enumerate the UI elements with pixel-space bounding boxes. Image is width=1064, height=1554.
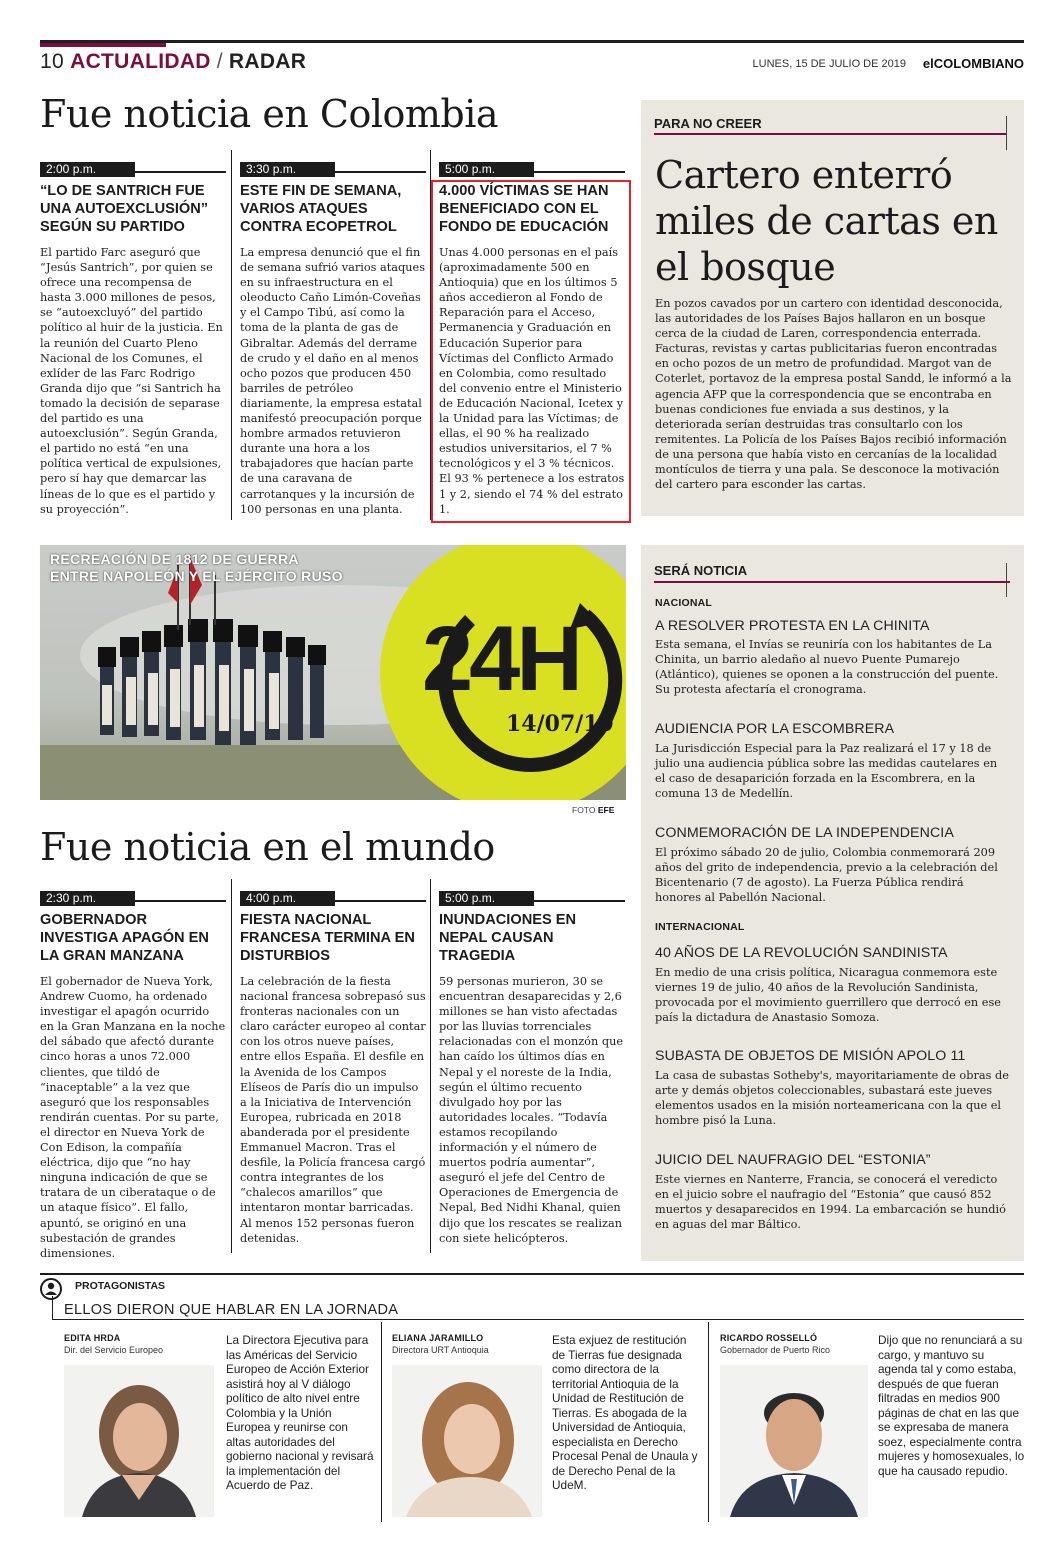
lead-photo [40, 545, 626, 800]
time-label: 5:00 p.m. [439, 891, 534, 906]
protagonist-role: Dir. del Servicio Europeo [64, 1345, 164, 1355]
column-divider [231, 150, 232, 520]
kicker-rule [654, 581, 1010, 583]
item-headline: FIESTA NACIONAL FRANCESA TERMINA EN DISTURBIOS [240, 912, 415, 964]
news-title: 40 AÑOS DE LA REVOLUCIÓN SANDINISTA [655, 945, 948, 961]
section-label [40, 50, 306, 74]
mundo-title: Fue noticia en el mundo [40, 825, 495, 869]
item-headline: ESTE FIN DE SEMANA, VARIOS ATAQUES CONTRA ECOPETROL [240, 183, 402, 235]
item-body: La empresa denunció que el fin de semana sufrió varios ataques en su infraestructura en el oleoducto Caño Limón-Coveñas y el Campo Tibú, así como la toma de la planta de gas de Gibraltar. Además del derrame de crudo y el daño en al menos ocho pozos que producen 450 barriles de petróleo diariamente, la empresa estatal manifestó preocupación porque hombre armados retuvieron durante una hora a los trabajadores que hacían parte de una caravana de carrotanques y la incursión de 100 personas en una planta. [240, 246, 426, 516]
internacional-label: INTERNACIONAL [655, 921, 745, 933]
mundo-item-3 [439, 887, 625, 1246]
protagonist-text: Esta exjuez de restitución de Tierras fue designada como directora de la territorial Antioquia de la Unidad de Restitución de Tierras. Es abogada de la Universidad de Antioquia, especialista en Derecho Procesal Penal de Unaula y de Derecho Penal de la UdeM. [552, 1333, 698, 1492]
protagonist-1 [64, 1333, 374, 1492]
news-title: CONMEMORACIÓN DE LA INDEPENDENCIA [655, 825, 954, 841]
panel-kicker: PARA NO CREER [654, 116, 762, 131]
colombia-item-1 [40, 158, 226, 517]
protagonistas-underline [52, 1319, 1024, 1320]
time-bar [240, 158, 426, 176]
brand-logo: elCOLOMBIANO [922, 56, 1024, 71]
protagonist-text: La Directora Ejecutiva para las Américas del Servicio Europeo de Acción Exterior asistirá hoy al V diálogo político de alto nivel entre Colombia y la Unión Europea y reunirse con altas autoridades del gobierno nacional y revisará la implementación del Acuerdo de Paz. [226, 1333, 374, 1492]
protagonist-name: RICARDO ROSSELLÓ [720, 1333, 818, 1343]
time-bar [439, 887, 625, 905]
item-body: El gobernador de Nueva York, Andrew Cuomo, ha ordenado investigar el apagón ocurrido en la Gran Manzana en la noche del sábado que afectó durante cinco horas a unos 72.000 clientes, que tildó de “inaceptable” a la vez que aseguró que los responsables rendirán cuentas. Por su parte, el director en Nueva York de Con Edison, la compañía eléctrica, dijo que “no hay ninguna indicación de que se tratara de un ciberataque o de un ataque físico”. El fallo, apuntó, se originó en una subestación de grandes dimensiones. [40, 975, 226, 1260]
item-body: La celebración de la fiesta nacional francesa sobrepasó sus fronteras nacionales con un claro carácter europeo al contar con los otros nueve países, entre ellos España. El desfile en la Avenida de los Campos Elíseos de París dio un impulso a la Iniciativa de Intervención Europea, rubricada en 2018 abanderada por el presidente Emmanuel Macron. Tras el desfile, la Policía francesa cargó contra integrantes de los “chalecos amarillos” que intentaron montar barricadas. Al menos 152 personas fueron detenidas. [240, 975, 426, 1245]
time-label: 4:00 p.m. [240, 891, 335, 906]
news-title: JUICIO DEL NAUFRAGIO DEL “ESTONIA” [655, 1152, 931, 1168]
protagonist-name: ELIANA JARAMILLO [392, 1333, 484, 1343]
news-body: El próximo sábado 20 de julio, Colombia conmemorará 209 años del grito de independencia, previo a la celebración del Bicentenario (7 de agosto). La Fuerza Pública rendirá honores al Pabellón Nacional. [655, 846, 998, 905]
time-bar [40, 887, 226, 905]
column-divider [231, 879, 232, 1253]
badge-24h: 24H [422, 608, 579, 710]
portrait-ricardo-rossello [720, 1365, 868, 1517]
news-title: SUBASTA DE OBJETOS DE MISIÓN APOLO 11 [655, 1048, 966, 1064]
protagonistas-kicker: PROTAGONISTAS [75, 1280, 166, 1292]
news-body: La Jurisdicción Especial para la Paz realizará el 17 y 18 de julio una audiencia pública sobre las medidas cautelares en el caso de desaparición forzada en la Escombrera, en la comuna 13 de Medellín. [655, 742, 998, 801]
news-body: Este viernes en Nanterre, Francia, se conocerá el veredicto en el juicio sobre el naufragio del “Estonia” que causó 852 muertos y desaparecidos en 1994. La embarcación se hundió en aguas del mar Báltico. [655, 1173, 1006, 1232]
panel-body: En pozos cavados por un cartero con identidad desconocida, las autoridades de los Países Bajos hallaron en un bosque cerca de la ciudad de Laren, correspondencia enterrada. Facturas, revistas y cartas publicitarias fueron encontradas en ocho pozos de un metro de profundidad. Margot van de Coterlet, portavoz de la empresa postal Sandd, le informó a la agencia AFP que la correspondencia que se encontraba en buenas condiciones fue enviada a sus destinos, y la deteriorada serían destruidas tras consultarlo con los remitentes. La Policía de los Países Bajos recibió información de una persona que había visto en cercanías de la localidad montículos de tierra y una pala. Se desconoce la motivación del cartero para esconder las cartas. [655, 297, 1012, 492]
protagonistas-vertical-rule [52, 1296, 53, 1320]
time-label: 3:30 p.m. [240, 162, 335, 177]
protagonistas-subtitle: ELLOS DIERON QUE HABLAR EN LA JORNADA [64, 1302, 399, 1318]
top-rule [40, 40, 1024, 43]
panel-kicker: SERÁ NOTICIA [654, 563, 748, 578]
item-headline: “LO DE SANTRICH FUE UNA AUTOEXCLUSIÓN” SEGÚN SU PARTIDO [40, 183, 209, 235]
time-label: 2:00 p.m. [40, 162, 135, 177]
photo-credit [572, 805, 614, 815]
time-bar [439, 158, 625, 176]
badge-date: 14/07/19 [506, 711, 614, 737]
page-header [40, 50, 1024, 76]
kicker-vertical-rule [1006, 563, 1007, 597]
protagonist-role: Directora URT Antioquia [392, 1345, 489, 1355]
item-body: 59 personas murieron, 30 se encuentran desaparecidas y 2,6 millones se han visto afectadas por las lluvias torrenciales relacionadas con el monzón que han caído los últimos días en Nepal y el noreste de la India, según el último recuento divulgado hoy por las autoridades locales. “Todavía estamos recopilando información y el número de muertos podría aumentar”, aseguró el jefe del Centro de Operaciones de Emergencia de Nepal, Bed Nidhi Khanal, quien dijo que los rescates se realizan con siete helicópteros. [439, 975, 624, 1245]
item-body: El partido Farc aseguró que “Jesús Santrich”, por quien se ofrece una recompensa de hasta 3.000 millones de pesos, se “autoexcluyó” del partido político al huir de la justicia. En la reunión del Cuarto Pleno Nacional de los Comunes, el exlíder de las Farc Rodrigo Granda dijo que “si Santrich ha tomado la decisión de separase del partido es una autoexclusión”. Según Granda, el partido no está “en una política vertical de expulsiones, pero sí hay que demarcar las líneas de lo que es el partido y su proyección”. [40, 246, 223, 516]
time-bar [40, 158, 226, 176]
news-body: La casa de subastas Sotheby's, mayoritariamente de obras de arte y demás objetos coleccionables, subastará este jueves elementos usados en la misión norteamericana con la que el hombre pisó la Luna. [655, 1069, 1009, 1128]
panel-title: Cartero enterró miles de cartas en el bosque [655, 153, 998, 289]
kicker-rule [654, 133, 1006, 135]
colombia-title: Fue noticia en Colombia [40, 92, 499, 136]
mundo-item-2 [240, 887, 426, 1246]
news-body: En medio de una crisis política, Nicaragua conmemora este viernes 19 de julio, 40 años de la Revolución Sandinista, provocada por el movimiento guerrillero que derrocó en ese país la dictadura de Anastasio Somoza. [655, 966, 1001, 1025]
subsection-name: RADAR [228, 50, 307, 73]
page-date: LUNES, 15 DE JULIO DE 2019 [752, 58, 906, 70]
protagonist-3 [720, 1333, 1025, 1478]
sera-noticia-panel [641, 545, 1024, 1261]
protagonist-2 [392, 1333, 698, 1492]
item-headline: INUNDACIONES EN NEPAL CAUSAN TRAGEDIA [439, 912, 577, 964]
photo-caption [50, 551, 343, 585]
colombia-item-2 [240, 158, 426, 517]
mundo-item-1 [40, 887, 226, 1261]
column-divider [430, 879, 431, 1253]
page-number: 10 [40, 50, 64, 73]
portrait-edita-hrda [64, 1365, 214, 1517]
highlight-box [431, 180, 631, 523]
time-label: 2:30 p.m. [40, 891, 135, 906]
item-body: Unas 4.000 personas en el país (aproximadamente 500 en Antioquia) que en los últimos 5 años accedieron al Fondo de Reparación para el Acceso, Permanencia y Graduación en Educación Superior para Víctimas del Conflicto Armado en Colombia, como resultado del convenio entre el Ministerio de Educación Nacional, Icetex y la Unidad para las Víctimas; de ellas, el 90 % ha realizado estudios universitarios, el 7 % tecnológicos y el 3 % técnicos. El 93 % pertenece a los estratos 1 y 2, siendo el 74 % del estrato 1. [439, 246, 625, 516]
credit-source: EFE [597, 805, 615, 815]
caption-line-1: RECREACIÓN DE 1812 DE GUERRA [50, 551, 299, 567]
news-title: A RESOLVER PROTESTA EN LA CHINITA [655, 618, 930, 634]
item-headline: GOBERNADOR INVESTIGA APAGÓN EN LA GRAN MANZANA [40, 912, 209, 964]
protagonist-divider [381, 1322, 382, 1522]
nacional-label: NACIONAL [655, 597, 713, 609]
para-no-creer-panel [641, 100, 1024, 516]
person-icon [40, 1278, 62, 1300]
time-label: 5:00 p.m. [439, 162, 534, 177]
portrait-eliana-jaramillo [392, 1365, 542, 1517]
protagonist-role: Gobernador de Puerto Rico [720, 1345, 831, 1355]
item-headline: 4.000 VÍCTIMAS SE HAN BENEFICIADO CON EL FONDO DE EDUCACIÓN [439, 183, 609, 235]
top-accent-rule [40, 43, 166, 47]
protagonist-divider [708, 1322, 709, 1522]
credit-label: FOTO [572, 805, 596, 815]
time-bar [240, 887, 426, 905]
news-body: Esta semana, el Invías se reuniría con los habitantes de La Chinita, un barrio aledaño al nuevo Puente Pumarejo (Atlántico), quienes se oponen a la construcción del puente. Su protesta afectaría el cronograma. [655, 638, 999, 697]
news-title: AUDIENCIA POR LA ESCOMBRERA [655, 721, 895, 737]
kicker-vertical-rule [1006, 116, 1007, 150]
caption-line-2: ENTRE NAPOLEÓN Y EL EJÉRCITO RUSO [50, 568, 343, 584]
section-separator: / [216, 50, 223, 73]
protagonistas-rule [40, 1273, 1024, 1275]
protagonist-text: Dijo que no renunciará a su cargo, y mantuvo su agenda tal y como estaba, después de que fueran filtradas en medios 900 páginas de chat en las que se expresaba de manera soez, especialmente contra mujeres y homosexuales, lo que ha causado repudio. [878, 1333, 1025, 1478]
protagonist-name: EDITA HRDA [64, 1333, 121, 1343]
section-name: ACTUALIDAD [70, 50, 211, 73]
